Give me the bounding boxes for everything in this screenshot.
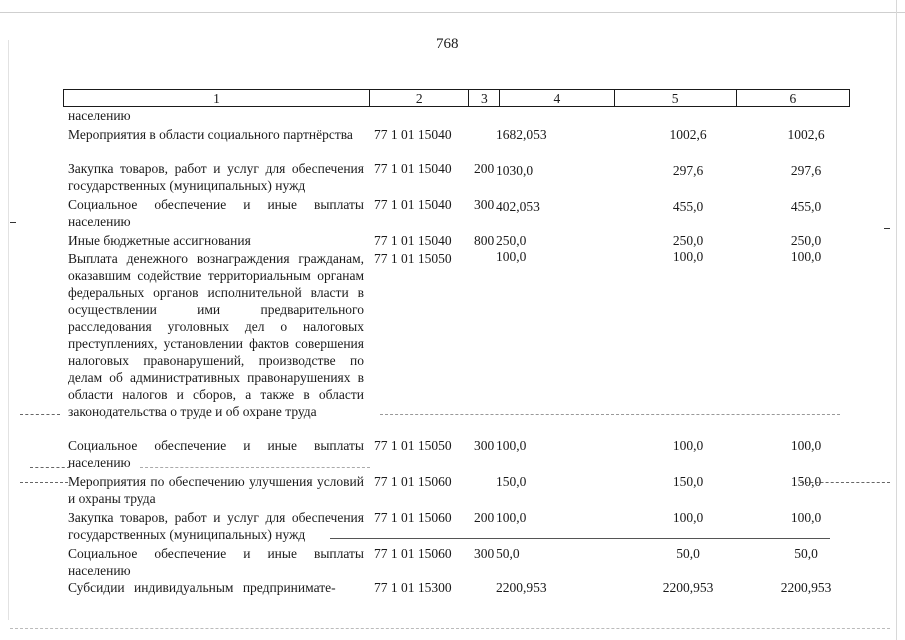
row-value-5: 100,0 <box>672 438 704 453</box>
scan-mark <box>10 222 16 223</box>
row-code: 77 1 01 15060 <box>374 474 452 489</box>
row-value-5: 250,0 <box>672 233 704 248</box>
row-description: Социальное обеспечение и иные выплаты населению <box>68 546 364 578</box>
table-row <box>68 579 858 597</box>
header-col-6: 6 <box>736 90 849 106</box>
scan-dash <box>20 482 68 484</box>
scan-dash <box>30 467 70 469</box>
row-value-5: 100,0 <box>672 249 704 264</box>
scan-mark <box>884 228 890 229</box>
header-col-1: 1 <box>213 91 220 106</box>
row-value-6: 50,0 <box>794 546 818 561</box>
row-value-6: 150,0 <box>790 474 822 489</box>
header-col-4: 4 <box>499 90 613 106</box>
header-col-3: 3 <box>468 90 499 106</box>
row-value-4: 100,0 <box>496 510 527 525</box>
table-row <box>68 196 858 232</box>
row-type <box>474 250 504 437</box>
row-value-4: 150,0 <box>496 474 527 489</box>
page-number: 768 <box>436 36 459 52</box>
row-value-4: 402,053 <box>496 199 540 214</box>
row-code: 77 1 01 15040 <box>374 127 452 142</box>
scan-dash <box>380 414 840 416</box>
row-value-6: 2200,953 <box>780 580 832 595</box>
scan-right-edge <box>896 0 897 640</box>
row-value-4: 100,0 <box>496 249 527 264</box>
row-description: Закупка товаров, работ и услуг для обеспечения государственных (муниципальных) нужд <box>68 510 364 542</box>
row-code: 77 1 01 15040 <box>374 161 452 176</box>
row-description: Выплата денежного вознаграждения гражданам, оказавшим содействие территориальным органам федеральных органов исполнительной власти в осуществлении ими предварительного расследования уголовных дел о налоговых преступлениях, установлении фактов совершения налоговых правонарушений, производстве по делам об административных правонарушениях в области налогов и сборов, а также в области законодательства о труде и об охране труда <box>68 251 364 419</box>
row-value-4: 100,0 <box>496 438 527 453</box>
scan-left-edge <box>8 40 9 620</box>
row-value-6: 100,0 <box>790 249 822 264</box>
table-row <box>68 473 858 509</box>
row-type: 200 <box>474 161 495 176</box>
table-row <box>68 250 858 437</box>
row-description: Мероприятия в области социального партнёрства <box>68 127 353 142</box>
row-type: 300 <box>474 197 495 212</box>
header-col-2: 2 <box>369 90 468 106</box>
row-code: 77 1 01 15060 <box>374 510 452 525</box>
table-row <box>68 545 858 579</box>
row-value-5: 1002,6 <box>669 127 707 142</box>
row-value-5: 150,0 <box>672 474 704 489</box>
row-code: 77 1 01 15050 <box>374 251 452 266</box>
row-description: Субсидии индивидуальным предпринимате- <box>68 580 336 595</box>
scan-dash <box>10 628 890 630</box>
row-description: Иные бюджетные ассигнования <box>68 233 251 248</box>
row-code: 77 1 01 15050 <box>374 438 452 453</box>
row-code: 77 1 01 15040 <box>374 233 452 248</box>
table-header <box>63 89 850 107</box>
row-value-6: 297,6 <box>790 163 822 178</box>
table-body <box>68 107 858 597</box>
row-value-6: 250,0 <box>790 233 822 248</box>
row-value-5: 297,6 <box>672 163 704 178</box>
row-description: Мероприятия по обеспечению улучшения условий и охраны труда <box>68 474 364 506</box>
row-description: Социальное обеспечение и иные выплаты населению <box>68 438 364 470</box>
row-value-5: 100,0 <box>672 510 704 525</box>
row-type: 300 <box>474 438 495 453</box>
row-description: Социальное обеспечение и иные выплаты населению <box>68 197 364 229</box>
table-row <box>68 232 858 250</box>
header-col-5: 5 <box>614 90 736 106</box>
row-type: 200 <box>474 510 495 525</box>
scan-dash <box>800 482 890 484</box>
row-description: населению <box>68 108 131 123</box>
row-value-5: 455,0 <box>672 199 704 214</box>
scan-top-edge <box>0 12 905 14</box>
row-value-5: 50,0 <box>676 546 700 561</box>
row-code: 77 1 01 15060 <box>374 546 452 561</box>
row-value-6: 1002,6 <box>787 127 825 142</box>
row-value-4: 1030,0 <box>496 163 534 178</box>
row-value-4: 250,0 <box>496 233 527 248</box>
table-row <box>68 124 858 160</box>
row-value-4: 50,0 <box>496 546 520 561</box>
row-value-4: 2200,953 <box>496 580 547 595</box>
table-row <box>68 107 858 124</box>
row-value-6: 100,0 <box>790 510 822 525</box>
table-row <box>68 160 858 196</box>
row-description: Закупка товаров, работ и услуг для обеспечения государственных (муниципальных) нужд <box>68 161 364 193</box>
row-type: 300 <box>474 546 495 561</box>
table-row <box>68 509 858 545</box>
row-code: 77 1 01 15300 <box>374 580 452 595</box>
row-value-5: 2200,953 <box>662 580 714 595</box>
row-value-4: 1682,053 <box>496 127 547 142</box>
row-value-6: 455,0 <box>790 199 822 214</box>
scan-rule <box>330 538 830 539</box>
row-code: 77 1 01 15040 <box>374 197 452 212</box>
row-type: 800 <box>474 233 495 248</box>
scan-dash <box>140 467 370 469</box>
row-value-6: 100,0 <box>790 438 822 453</box>
scan-dash <box>20 414 60 416</box>
